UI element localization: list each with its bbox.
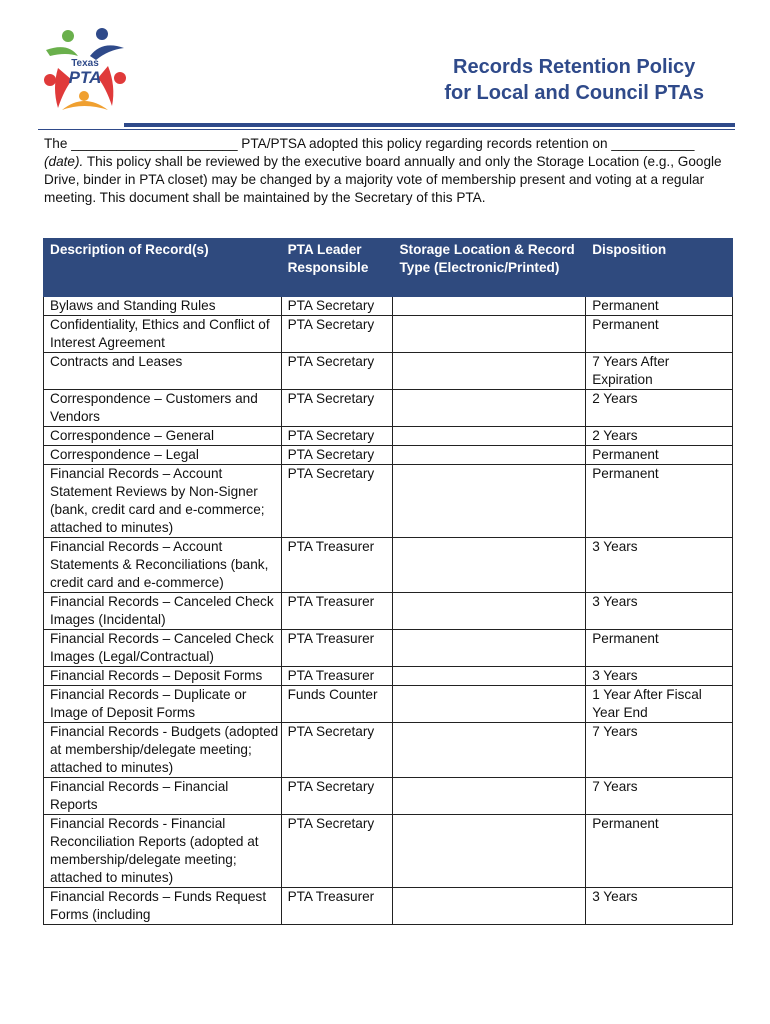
storage-location	[393, 390, 586, 427]
page-title	[444, 54, 704, 106]
disposition: Permanent	[586, 297, 733, 316]
record-description: Financial Records – Duplicate or Image of Deposit Forms	[44, 686, 282, 723]
table-row	[44, 723, 733, 778]
disposition: 3 Years	[586, 538, 733, 593]
disposition: Permanent	[586, 630, 733, 667]
storage-location	[393, 427, 586, 446]
record-description: Financial Records – Funds Request Forms (including	[44, 888, 282, 925]
record-description: Financial Records – Account Statements & Reconciliations (bank, credit card and e-commerce)	[44, 538, 282, 593]
header-description: Description of Record(s)	[44, 239, 282, 297]
title-line-1: Records Retention Policy	[453, 56, 696, 78]
leader-responsible: PTA Treasurer	[281, 593, 393, 630]
storage-location	[393, 593, 586, 630]
record-description: Financial Records - Financial Reconciliation Reports (adopted at membership/delegate meeting; attached to minutes)	[44, 815, 282, 888]
intro-paragraph	[44, 135, 734, 207]
disposition: Permanent	[586, 815, 733, 888]
record-description: Contracts and Leases	[44, 353, 282, 390]
storage-location	[393, 538, 586, 593]
logo-text: Texas	[71, 58, 99, 69]
record-description: Correspondence – Legal	[44, 446, 282, 465]
intro-part-2: This policy shall be reviewed by the executive board annually and only the Storage Location (e.g., Google Drive, binder in PTA closet) may be changed by a majority vote of membership present and voting at a regular meeting. This document shall be maintained by the Secretary of this PTA.	[44, 154, 722, 205]
intro-part-1: The ______________________ PTA/PTSA adopted this policy regarding records retention on	[44, 136, 608, 151]
table-row	[44, 297, 733, 316]
table-row	[44, 593, 733, 630]
storage-location	[393, 297, 586, 316]
record-description: Financial Records – Deposit Forms	[44, 667, 282, 686]
disposition: 2 Years	[586, 427, 733, 446]
leader-responsible: PTA Secretary	[281, 465, 393, 538]
storage-location	[393, 667, 586, 686]
table-row	[44, 667, 733, 686]
disposition: 3 Years	[586, 593, 733, 630]
record-description: Correspondence – Customers and Vendors	[44, 390, 282, 427]
disposition: Permanent	[586, 465, 733, 538]
texas-pta-logo	[38, 26, 130, 118]
table-row	[44, 465, 733, 538]
header-leader: PTA Leader Responsible	[281, 239, 393, 297]
storage-location	[393, 815, 586, 888]
disposition: 7 Years After Expiration	[586, 353, 733, 390]
storage-location	[393, 316, 586, 353]
table-row	[44, 815, 733, 888]
leader-responsible: PTA Secretary	[281, 390, 393, 427]
table-row	[44, 778, 733, 815]
record-description: Financial Records – Canceled Check Images (Legal/Contractual)	[44, 630, 282, 667]
leader-responsible: PTA Treasurer	[281, 630, 393, 667]
leader-responsible: PTA Secretary	[281, 427, 393, 446]
table-row	[44, 630, 733, 667]
record-description: Confidentiality, Ethics and Conflict of Interest Agreement	[44, 316, 282, 353]
storage-location	[393, 888, 586, 925]
table-row	[44, 538, 733, 593]
disposition: Permanent	[586, 446, 733, 465]
disposition: 7 Years	[586, 778, 733, 815]
table-header-row	[44, 239, 733, 297]
leader-responsible: PTA Secretary	[281, 353, 393, 390]
table-row	[44, 446, 733, 465]
disposition: Permanent	[586, 316, 733, 353]
logo-brand: PTA	[68, 68, 102, 87]
table-row	[44, 390, 733, 427]
storage-location	[393, 446, 586, 465]
leader-responsible: Funds Counter	[281, 686, 393, 723]
intro-date-label: (date).	[44, 154, 84, 169]
table-row	[44, 353, 733, 390]
record-description: Financial Records – Financial Reports	[44, 778, 282, 815]
record-description: Financial Records – Account Statement Reviews by Non-Signer (bank, credit card and e-commerce; attached to minutes)	[44, 465, 282, 538]
header-divider-thin	[38, 129, 735, 130]
record-description: Financial Records – Canceled Check Images (Incidental)	[44, 593, 282, 630]
disposition: 3 Years	[586, 888, 733, 925]
table-row	[44, 427, 733, 446]
record-description: Correspondence – General	[44, 427, 282, 446]
header-divider-thick	[124, 123, 735, 127]
table-row	[44, 316, 733, 353]
leader-responsible: PTA Secretary	[281, 723, 393, 778]
leader-responsible: PTA Secretary	[281, 815, 393, 888]
leader-responsible: PTA Treasurer	[281, 888, 393, 925]
disposition: 3 Years	[586, 667, 733, 686]
title-line-2: for Local and Council PTAs	[444, 82, 704, 104]
disposition: 1 Year After Fiscal Year End	[586, 686, 733, 723]
leader-responsible: PTA Secretary	[281, 778, 393, 815]
header-storage: Storage Location & Record Type (Electronic/Printed)	[393, 239, 586, 297]
storage-location	[393, 465, 586, 538]
storage-location	[393, 778, 586, 815]
leader-responsible: PTA Treasurer	[281, 667, 393, 686]
table-row	[44, 888, 733, 925]
leader-responsible: PTA Treasurer	[281, 538, 393, 593]
leader-responsible: PTA Secretary	[281, 446, 393, 465]
storage-location	[393, 723, 586, 778]
header-disposition: Disposition	[586, 239, 733, 297]
records-table	[43, 238, 733, 925]
record-description: Bylaws and Standing Rules	[44, 297, 282, 316]
storage-location	[393, 630, 586, 667]
disposition: 7 Years	[586, 723, 733, 778]
storage-location	[393, 686, 586, 723]
record-description: Financial Records - Budgets (adopted at membership/delegate meeting; attached to minutes)	[44, 723, 282, 778]
disposition: 2 Years	[586, 390, 733, 427]
storage-location	[393, 353, 586, 390]
intro-blank-date: ___________	[611, 136, 695, 151]
leader-responsible: PTA Secretary	[281, 316, 393, 353]
table-row	[44, 686, 733, 723]
leader-responsible: PTA Secretary	[281, 297, 393, 316]
